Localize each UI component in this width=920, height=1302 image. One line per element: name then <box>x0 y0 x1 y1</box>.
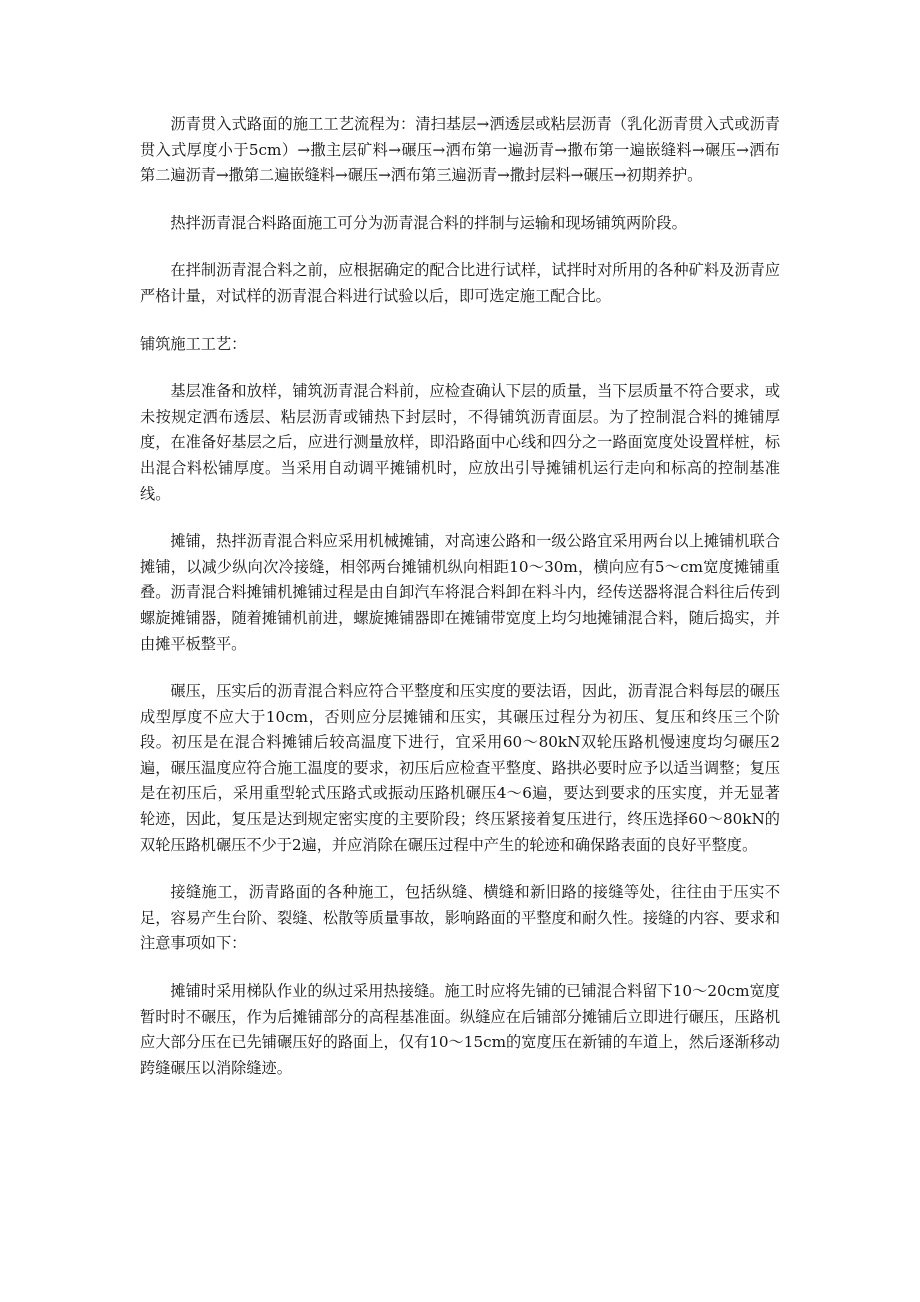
paragraph-longitudinal-joint: 摊铺时采用梯队作业的纵过采用热接缝。施工时应将先铺的已铺混合料留下10～20cm宽度暂时时不碾压，作为后摊铺部分的高程基准面。纵缝应在后铺部分摊铺后立即进行碾压，压路机应大部分压在已先铺碾压好的路面上，仅有10～15cm的宽度压在新铺的车道上，然后逐渐移动跨缝碾压以消除缝迹。 <box>140 982 780 1077</box>
paragraph-base-preparation: 基层准备和放样，铺筑沥青混合料前，应检查确认下层的质量，当下层质量不符合要求，或未按规定洒布透层、粘层沥青或铺热下封层时，不得铺筑沥青面层。为了控制混合料的摊铺厚度，在准备好基层之后，应进行测量放样，即沿路面中心线和四分之一路面宽度处设置样桩，标出混合料松铺厚度。当采用自动调平摊铺机时，应放出引导摊铺机运行走向和标高的控制基准线。 <box>140 382 780 503</box>
paragraph-hot-mix-stages: 热拌沥青混合料路面施工可分为沥青混合料的拌制与运输和现场铺筑两阶段。 <box>170 213 687 232</box>
paragraph-mix-trial: 在拌制沥青混合料之前，应根据确定的配合比进行试样，试拌时对所用的各种矿料及沥青应严格计量，对试样的沥青混合料进行试验以后，即可选定施工配合比。 <box>140 261 780 305</box>
paragraph-joint-construction: 接缝施工，沥青路面的各种施工，包括纵缝、横缝和新旧路的接缝等处，往往由于压实不足，容易产生台阶、裂缝、松散等质量事故，影响路面的平整度和耐久性。接缝的内容、要求和注意事项如下： <box>140 883 780 953</box>
section-heading-paving-process: 铺筑施工工艺： <box>140 334 247 353</box>
paragraph-compaction: 碾压，压实后的沥青混合料应符合平整度和压实度的要法语，因此，沥青混合料每层的碾压成型厚度不应大于10cm，否则应分层摊铺和压实，其碾压过程分为初压、复压和终压三个阶段。初压是在混合料摊铺后较高温度下进行，宜采用60～80kN双轮压路机慢速度均匀碾压2遍，碾压温度应符合施工温度的要求，初压后应检查平整度、路拱必要时应予以适当调整；复压是在初压后，采用重型轮式压路式或振动压路机碾压4～6遍，要达到要求的压实度，并无显著轮迹，因此，复压是达到规定密实度的主要阶段；终压紧接着复压进行，终压选择60～80kN的双轮压路机碾压不少于2遍，并应消除在碾压过程中产生的轮迹和确保路表面的良好平整度。 <box>140 682 780 854</box>
paragraph-paving: 摊铺，热拌沥青混合料应采用机械摊铺，对高速公路和一级公路宜采用两台以上摊铺机联合摊铺，以减少纵向次冷接缝，相邻两台摊铺机纵向相距10～30m，横向应有5～cm宽度摊铺重叠。沥青混合料摊铺机摊铺过程是由自卸汽车将混合料卸在料斗内，经传送器将混合料往后传到螺旋摊铺器，随着摊铺机前进，螺旋摊铺器即在摊铺带宽度上均匀地摊铺混合料，随后捣实，并由摊平板整平。 <box>140 532 780 653</box>
paragraph-process-flow: 沥青贯入式路面的施工工艺流程为：清扫基层→洒透层或粘层沥青（乳化沥青贯入式或沥青贯入式厚度小于5cm）→撒主层矿料→碾压→洒布第一遍沥青→撒布第一遍嵌缝料→碾压→洒布第二遍沥青→撒第二遍嵌缝料→碾压→洒布第三遍沥青→撒封层料→碾压→初期养护。 <box>140 115 780 185</box>
document-body <box>140 112 780 1103</box>
